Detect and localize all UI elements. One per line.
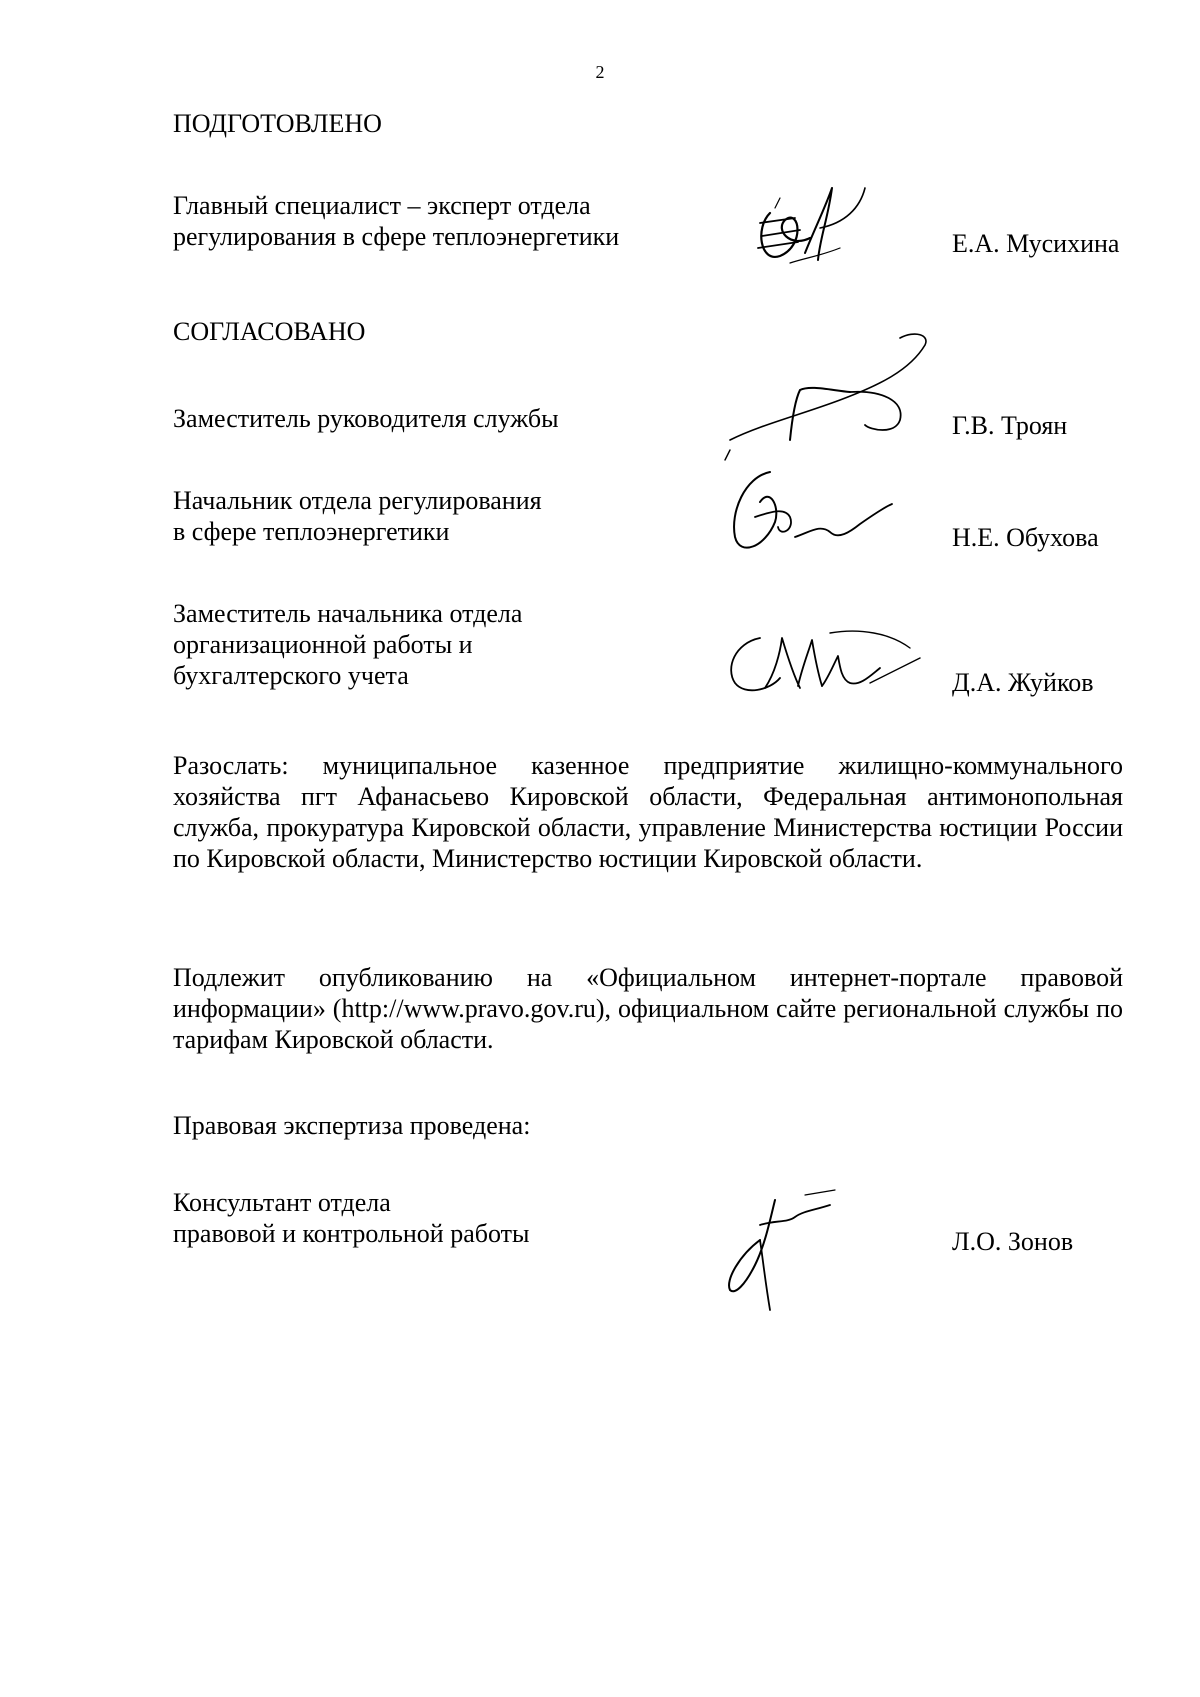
agreed-position-zhuykov: Заместитель начальника отдела организационной работы и бухгалтерского учета [173,599,523,690]
agreed-name-obukhova: Н.Е. Обухова [952,523,1099,552]
signature-zhuykov [720,628,940,708]
publication-paragraph: Подлежит опубликованию на «Официальном интернет-портале правовой информации» (http://www.pravo.gov.ru), официальном сайте региональной службы по тарифам Кировской области. [173,963,1123,1054]
agreed-name-troyan: Г.В. Троян [952,411,1068,440]
agreed-name-zhuykov: Д.А. Жуйков [952,668,1094,697]
agreed-heading: СОГЛАСОВАНО [173,317,366,346]
signature-troyan [720,330,950,470]
legal-review-heading: Правовая экспертиза проведена: [173,1111,531,1140]
signature-zonov [715,1185,855,1315]
prepared-heading: ПОДГОТОВЛЕНО [173,109,382,138]
page-number: 2 [595,62,605,82]
agreed-position-obukhova: Начальник отдела регулирования в сфере теплоэнергетики [173,486,542,546]
legal-review-position: Консультант отдела правовой и контрольной работы [173,1188,530,1248]
agreed-position-troyan: Заместитель руководителя службы [173,404,559,433]
signature-musikhina [750,168,910,278]
prepared-position: Главный специалист – эксперт отдела регулирования в сфере теплоэнергетики [173,191,620,251]
signature-obukhova [720,462,900,562]
prepared-name: Е.А. Мусихина [952,229,1120,258]
distribution-paragraph: Разослать: муниципальное казенное предприятие жилищно-коммунального хозяйства пгт Афанасьево Кировской области, Федеральная антимонопольная служба, прокуратура Кировской области, управление Министерства юстиции России по Кировской области, Министерство юстиции Кировской области. [173,751,1123,873]
legal-review-name: Л.О. Зонов [952,1227,1074,1256]
